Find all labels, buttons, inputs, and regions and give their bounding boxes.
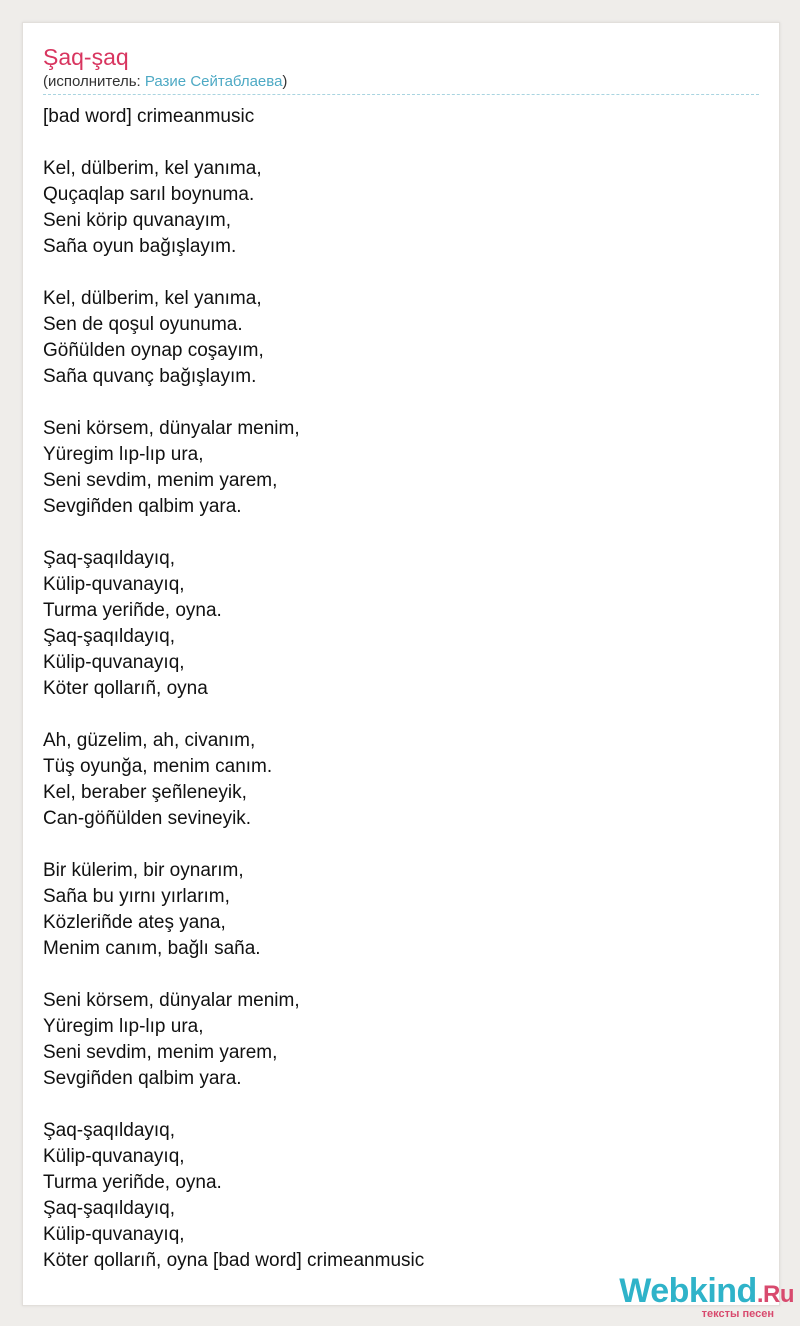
lyrics-card [22, 22, 780, 1306]
logo-wordmark [619, 1274, 794, 1312]
title-divider [43, 94, 759, 95]
song-title: Şaq-şaq [43, 44, 129, 70]
logo-tagline: тексты песен [701, 1308, 774, 1320]
artist-link[interactable]: Разие Сейтаблаева [144, 73, 283, 90]
lyric-line: Köter qollarıñ, oyna [bad word] crimeanmusic [43, 1250, 425, 1271]
lyric-line: Kel, beraber şeñleneyik, [43, 782, 247, 803]
lyric-line: Sevgiñden qalbim yara. [43, 496, 242, 517]
lyrics-text [43, 104, 759, 1274]
stanza-gap [43, 832, 759, 858]
lyric-line: Ah, güzelim, ah, civanım, [43, 730, 256, 751]
lyric-line: [bad word] crimeanmusic [43, 106, 255, 127]
lyric-line: Turma yeriñde, oyna. [43, 600, 222, 621]
lyric-line: Kel, dülberim, kel yanıma, [43, 158, 262, 179]
lyric-line: Külip-quvanayıq, [43, 574, 185, 595]
webkind-logo[interactable] [619, 1274, 794, 1320]
lyric-line: Şaq-şaqıldayıq, [43, 1120, 176, 1141]
artist-byline [43, 73, 287, 91]
stanza-gap [43, 260, 759, 286]
lyric-line: Yüregim lıp-lıp ura, [43, 444, 204, 465]
lyric-line: Saña oyun bağışlayım. [43, 236, 237, 257]
lyric-line: Quçaqlap sarıl boynuma. [43, 184, 255, 205]
lyric-line: Tüş oyunğa, menim canım. [43, 756, 273, 777]
lyric-line: Şaq-şaqıldayıq, [43, 626, 176, 647]
lyric-line: Bir külerim, bir oynarım, [43, 860, 244, 881]
lyric-line: Can-göñülden sevineyik. [43, 808, 252, 829]
lyric-line: Yüregim lıp-lıp ura, [43, 1016, 204, 1037]
lyric-line: Seni körip quvanayım, [43, 210, 231, 231]
stanza-gap [43, 1092, 759, 1118]
lyric-line: Turma yeriñde, oyna. [43, 1172, 222, 1193]
lyric-line: Kel, dülberim, kel yanıma, [43, 288, 262, 309]
lyric-line: Seni körsem, dünyalar menim, [43, 418, 300, 439]
stanza-gap [43, 702, 759, 728]
lyric-line: Saña quvanç bağışlayım. [43, 366, 257, 387]
stanza-gap [43, 390, 759, 416]
logo-main-text: Webkind [619, 1272, 757, 1310]
lyric-line: Sevgiñden qalbim yara. [43, 1068, 242, 1089]
lyric-line: Külip-quvanayıq, [43, 1224, 185, 1245]
lyric-line: Sen de qoşul oyunuma. [43, 314, 243, 335]
lyric-line: Seni sevdim, menim yarem, [43, 1042, 278, 1063]
lyric-line: Közleriñde ateş yana, [43, 912, 226, 933]
lyric-line: Saña bu yırnı yırlarım, [43, 886, 230, 907]
lyric-line: Şaq-şaqıldayıq, [43, 1198, 176, 1219]
stanza-gap [43, 962, 759, 988]
stanza-gap [43, 520, 759, 546]
lyric-line: Göñülden oynap coşayım, [43, 340, 264, 361]
stanza-gap [43, 130, 759, 156]
lyric-line: Seni körsem, dünyalar menim, [43, 990, 300, 1011]
lyric-line: Külip-quvanayıq, [43, 1146, 185, 1167]
logo-tld: .Ru [756, 1281, 794, 1308]
lyric-line: Menim canım, bağlı saña. [43, 938, 261, 959]
artist-prefix: (исполнитель: [43, 73, 145, 90]
lyric-line: Külip-quvanayıq, [43, 652, 185, 673]
lyric-line: Şaq-şaqıldayıq, [43, 548, 176, 569]
lyric-line: Köter qollarıñ, oyna [43, 678, 208, 699]
lyric-line: Seni sevdim, menim yarem, [43, 470, 278, 491]
artist-suffix: ) [282, 73, 288, 90]
